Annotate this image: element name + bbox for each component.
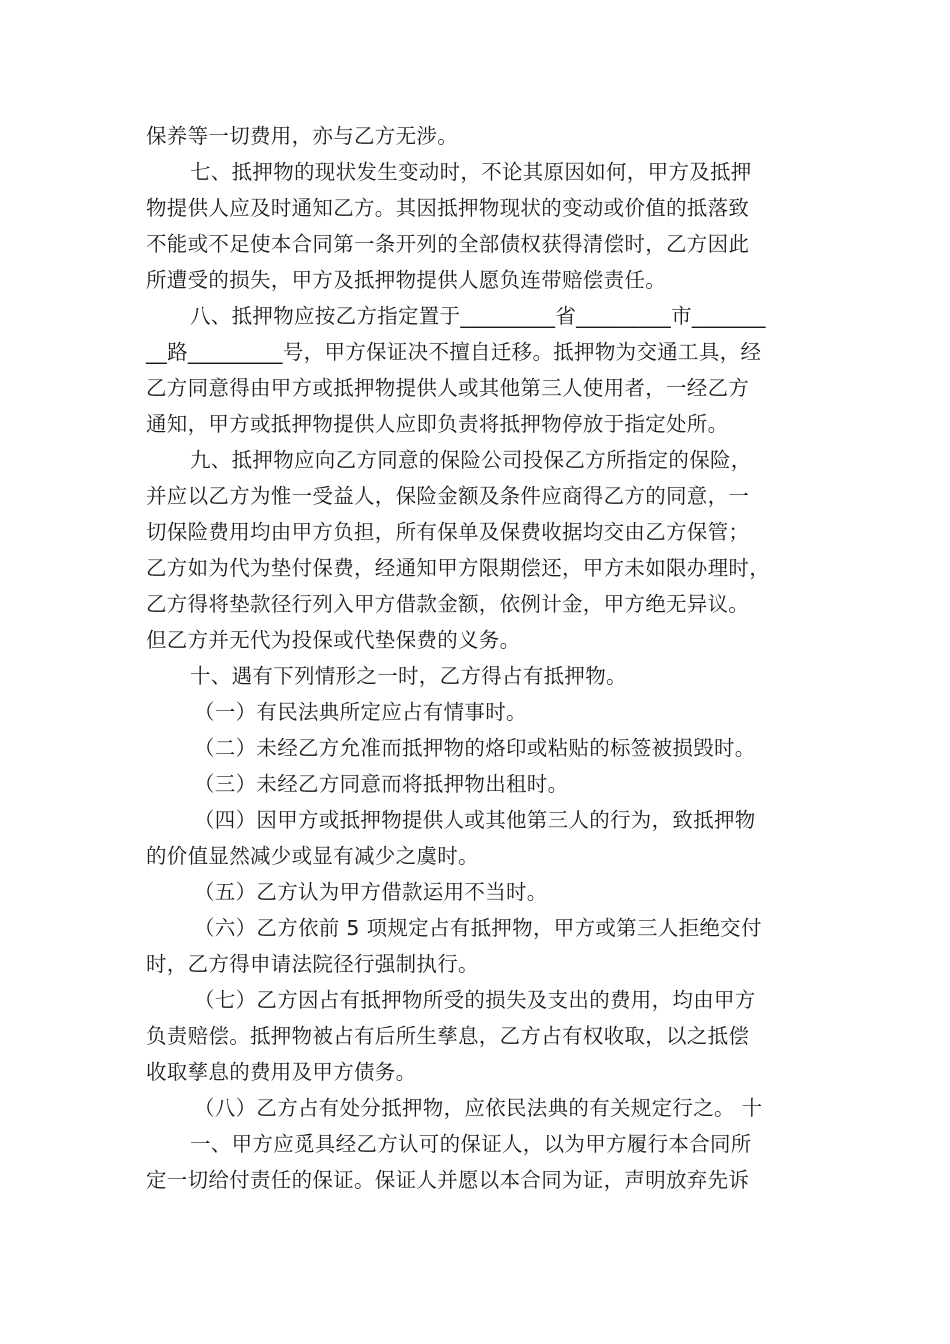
text-line: 切保险费用均由甲方负担，所有保单及保费收据均交由乙方保管； bbox=[146, 520, 750, 544]
text-line: 不能或不足使本合同第一条开列的全部债权获得清偿时，乙方因此 bbox=[146, 232, 750, 256]
text-line: 乙方同意得由甲方或抵押物提供人或其他第三人使用者，一经乙方 bbox=[146, 376, 750, 400]
text-line: 的价值显然减少或显有减少之虞时。 bbox=[146, 844, 479, 868]
text-line: （二）未经乙方允准而抵押物的烙印或粘贴的标签被损毁时。 bbox=[194, 736, 756, 760]
text-line: （一）有民法典所定应占有情事时。 bbox=[194, 700, 527, 724]
text-line: （七）乙方因占有抵押物所受的损失及支出的费用，均由甲方 bbox=[194, 988, 756, 1012]
text-line: 但乙方并无代为投保或代垫保费的义务。 bbox=[146, 628, 521, 652]
text-line: 保养等一切费用，亦与乙方无涉。 bbox=[146, 124, 458, 148]
text-line: 所遭受的损失，甲方及抵押物提供人愿负连带赔偿责任。 bbox=[146, 268, 666, 292]
text-line: 收取孳息的费用及甲方债务。 bbox=[146, 1060, 417, 1084]
contract-body-text bbox=[146, 118, 804, 1198]
text-line: 乙方得将垫款径行列入甲方借款金额，依例计金，甲方绝无异议。 bbox=[146, 592, 750, 616]
text-line: 并应以乙方为惟一受益人，保险金额及条件应商得乙方的同意，一 bbox=[146, 484, 750, 508]
text-line: （四）因甲方或抵押物提供人或其他第三人的行为，致抵押物 bbox=[194, 808, 756, 832]
text-line: 一、甲方应觅具经乙方认可的保证人，以为甲方履行本合同所 bbox=[190, 1132, 752, 1156]
text-line: 负责赔偿。抵押物被占有后所生孳息，乙方占有权收取，以之抵偿 bbox=[146, 1024, 750, 1048]
text-line: 通知，甲方或抵押物提供人应即负责将抵押物停放于指定处所。 bbox=[146, 412, 729, 436]
text-line: 七、抵押物的现状发生变动时，不论其原因如何，甲方及抵押 bbox=[190, 160, 752, 184]
text-line: __路_________号，甲方保证决不擅自迁移。抵押物为交通工具，经 bbox=[146, 340, 762, 364]
text-line: 八、抵押物应按乙方指定置于_________省_________市_______ bbox=[190, 304, 766, 328]
text-line: 乙方如为代为垫付保费，经通知甲方限期偿还，甲方未如限办理时， bbox=[146, 556, 770, 580]
text-line: 十、遇有下列情形之一时，乙方得占有抵押物。 bbox=[190, 664, 627, 688]
text-line: （六）乙方依前 5 项规定占有抵押物，甲方或第三人拒绝交付 bbox=[194, 916, 762, 940]
text-line: 时，乙方得申请法院径行强制执行。 bbox=[146, 952, 479, 976]
text-line: （八）乙方占有处分抵押物，应依民法典的有关规定行之。 十 bbox=[194, 1096, 763, 1120]
text-line: （五）乙方认为甲方借款运用不当时。 bbox=[194, 880, 548, 904]
text-line: （三）未经乙方同意而将抵押物出租时。 bbox=[194, 772, 569, 796]
text-line: 物提供人应及时通知乙方。其因抵押物现状的变动或价值的抵落致 bbox=[146, 196, 750, 220]
text-line: 九、抵押物应向乙方同意的保险公司投保乙方所指定的保险， bbox=[190, 448, 752, 472]
text-line: 定一切给付责任的保证。保证人并愿以本合同为证，声明放弃先诉 bbox=[146, 1168, 750, 1192]
